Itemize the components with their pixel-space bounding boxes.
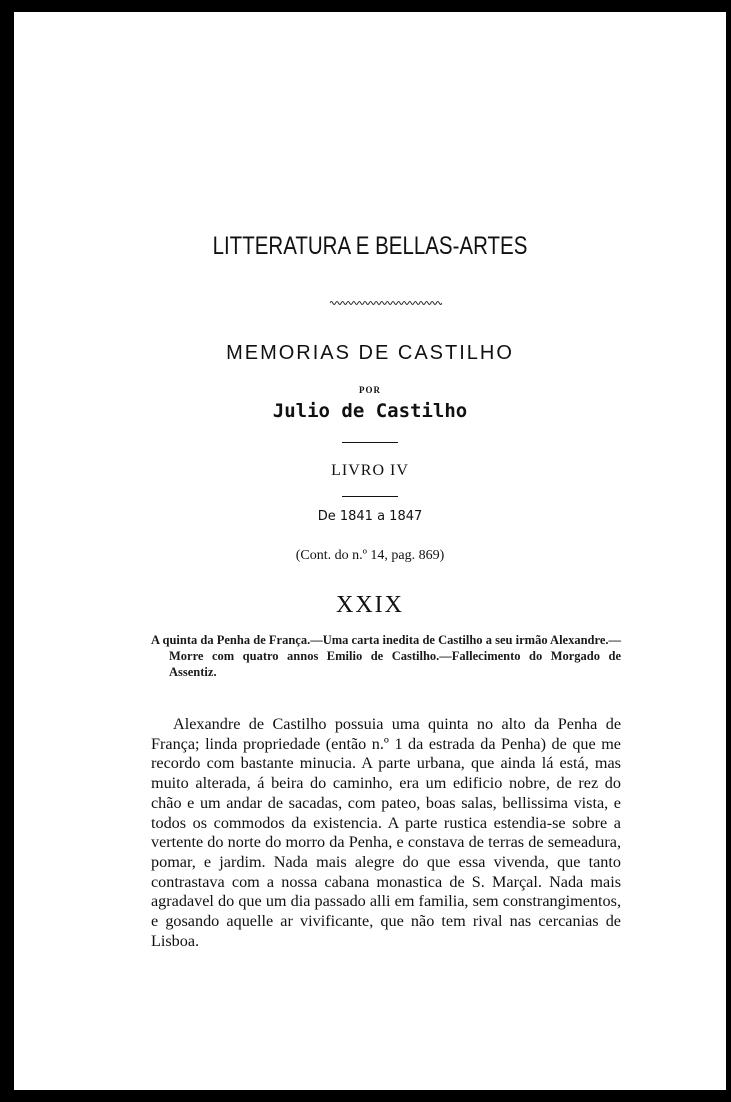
by-label: POR	[359, 385, 381, 395]
body-paragraph: Alexandre de Castilho possuia uma quinta no alto da Penha de França; linda propriedade (então n.º 1 da estrada da Penha) de que me recordo com bastante minucia. A parte urbana, que ainda lá está, mas muito alterada, á beira do caminho, era um edificio nobre, de rez do chão e um andar de sacadas, com pateo, boas salas, bellissima vista, e todos os commodos da existencia. A parte rustica estendia-se sobre a vertente do norte do morro da Penha, e constava de terras de semeadura, pomar, e jardim. Nada mais alegre do que essa vivenda, que tanto contrastava com a nossa cabana monastica de S. Marçal. Nada mais agradavel do que um dia passado alli em familia, sem constrangimentos, e gosando aquelle ar vivificante, que não tem rival nas cercanias de Lisboa.	[151, 715, 621, 950]
continuation-note: (Cont. do n.º 14, pag. 869)	[295, 548, 445, 563]
chapter-summary	[151, 632, 621, 680]
chapter-number: XXIX	[336, 592, 404, 618]
rule-below-book	[342, 496, 398, 497]
section-title: LITTERATURA E BELLAS-ARTES	[212, 232, 528, 260]
body-text	[151, 715, 621, 951]
wavy-divider	[330, 300, 442, 306]
author-name: Julio de Castilho	[272, 400, 468, 422]
document-page	[14, 12, 726, 1090]
date-range: De 1841 a 1847	[317, 509, 423, 524]
chapter-summary-text: A quinta da Penha de França.—Uma carta inedita de Castilho a seu irmão Alexandre.—Morre com quatro annos Emilio de Castilho.—Fallecimento do Morgado de Assentiz.	[151, 633, 621, 679]
book-number: LIVRO IV	[331, 462, 409, 479]
rule-above-book	[342, 442, 398, 443]
work-title: MEMORIAS DE CASTILHO	[226, 342, 514, 364]
